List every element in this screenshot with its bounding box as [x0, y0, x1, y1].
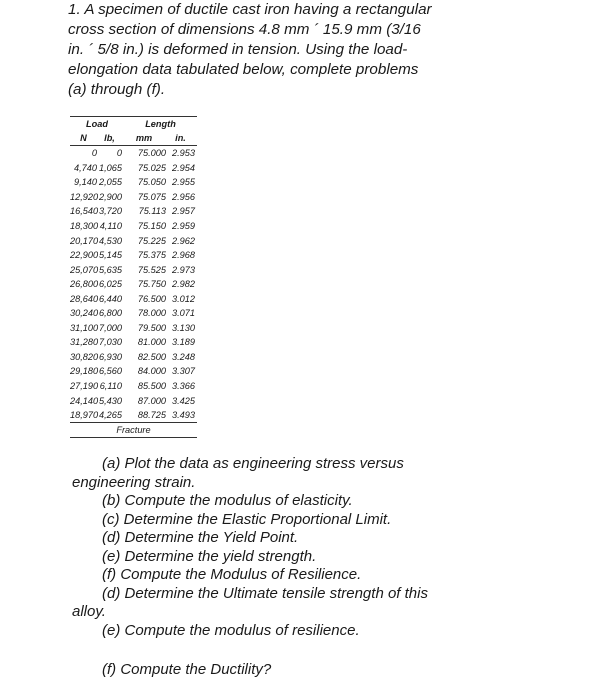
- cell-load-lb: 6,560: [99, 366, 122, 377]
- cell-load-n: 22,900: [70, 250, 99, 261]
- cell-length-in: 2.962: [172, 235, 195, 246]
- table-row: [70, 175, 197, 190]
- cell-length-in: 3.493: [172, 410, 195, 421]
- cell-length-mm: 82.500: [137, 351, 166, 362]
- cell-length-in: 2.956: [172, 191, 195, 202]
- cell-length-mm: 76.500: [137, 293, 166, 304]
- question-e-resilience: (e) Compute the modulus of resilience.: [102, 621, 360, 639]
- problem-line: elongation data tabulated below, complete problems: [68, 61, 419, 78]
- load-length-table: [70, 116, 197, 438]
- cell-load-n: 28,640: [70, 293, 99, 304]
- cell-load-lb: 1,065: [99, 162, 122, 173]
- table-body: [70, 146, 197, 422]
- cell-load-n: 26,800: [70, 279, 99, 290]
- cell-length-in: 3.366: [172, 381, 195, 392]
- problem-line: cross section of dimensions 4.8 mm ´ 15.9 mm (3/16: [68, 21, 421, 38]
- header-load: Load: [86, 119, 108, 129]
- cell-length-mm: 75.000: [137, 148, 166, 159]
- cell-load-n: 0: [91, 148, 97, 159]
- cell-length-in: 2.953: [172, 148, 195, 159]
- cell-load-lb: 4,110: [99, 221, 122, 231]
- table-row: [70, 408, 197, 423]
- cell-load-n: 29,180: [70, 366, 99, 377]
- question-f: (f) Compute the Modulus of Resilience.: [102, 566, 362, 583]
- question-d-ultimate: (d) Determine the Ultimate tensile strength of this: [102, 584, 428, 602]
- table-footer-fracture: Fracture: [116, 425, 151, 436]
- table-row: [70, 335, 197, 350]
- cell-load-lb: 7,000: [99, 322, 122, 333]
- cell-length-in: 3.307: [172, 366, 195, 377]
- table-group-header: [70, 117, 197, 131]
- cell-length-in: 3.425: [172, 395, 195, 406]
- table-row: [70, 393, 197, 408]
- question-f-ductility: (f) Compute the Ductility?: [102, 661, 272, 678]
- table-row: [70, 161, 197, 176]
- cell-length-mm: 81.000: [137, 337, 166, 348]
- cell-load-lb: 6,440: [99, 293, 122, 304]
- cell-load-lb: 4,265: [99, 410, 122, 421]
- cell-load-n: 4,740: [74, 162, 97, 173]
- question-list: [72, 455, 472, 680]
- cell-load-n: 27,190: [70, 381, 99, 392]
- cell-length-in: 3.248: [172, 351, 195, 362]
- cell-length-in: 2.959: [172, 221, 195, 231]
- problem-statement: [68, 0, 468, 100]
- cell-length-mm: 75.113: [138, 206, 166, 217]
- cell-load-lb: 6,110: [99, 381, 122, 392]
- cell-load-lb: 7,030: [99, 337, 122, 348]
- table-row: [70, 219, 197, 234]
- cell-length-mm: 79.500: [137, 322, 166, 333]
- header-unit-lb: lb,: [104, 133, 115, 143]
- cell-length-mm: 75.050: [137, 177, 166, 188]
- question-c: (c) Determine the Elastic Proportional Limit.: [102, 510, 392, 528]
- problem-line: (a) through (f).: [68, 81, 166, 98]
- cell-length-in: 2.957: [172, 206, 195, 217]
- cell-length-in: 2.954: [172, 162, 195, 173]
- table-row: [70, 146, 197, 161]
- cell-length-mm: 88.725: [137, 410, 166, 421]
- cell-load-lb: 4,530: [99, 235, 122, 246]
- table-row: [70, 291, 197, 306]
- cell-load-n: 18,300: [70, 221, 99, 231]
- cell-length-in: 2.955: [172, 177, 195, 188]
- cell-load-n: 18,970: [70, 410, 99, 421]
- cell-load-lb: 2,900: [99, 191, 122, 202]
- table-row: [70, 321, 197, 336]
- problem-line: 1. A specimen of ductile cast iron having a rectangular: [68, 1, 432, 18]
- table-row: [70, 262, 197, 277]
- cell-length-mm: 75.075: [137, 191, 166, 202]
- cell-load-n: 20,170: [70, 235, 99, 246]
- table-row: [70, 277, 197, 292]
- cell-load-n: 12,920: [70, 191, 99, 202]
- cell-load-n: 24,140: [70, 395, 99, 406]
- cell-load-lb: 5,635: [99, 264, 122, 275]
- header-unit-mm: mm: [135, 133, 153, 143]
- cell-length-mm: 87.000: [137, 395, 166, 406]
- table-row: [70, 248, 197, 263]
- cell-load-lb: 6,930: [99, 351, 122, 362]
- cell-length-mm: 75.225: [137, 235, 166, 246]
- cell-load-n: 31,280: [70, 337, 99, 348]
- table-row: [70, 190, 197, 205]
- cell-load-n: 30,240: [70, 308, 99, 319]
- cell-load-n: 16,540: [70, 206, 99, 217]
- table-unit-header: [70, 131, 197, 145]
- cell-length-mm: 84.000: [137, 366, 166, 377]
- problem-line: in. ´ 5/8 in.) is deformed in tension. Using the load-: [68, 41, 408, 58]
- cell-load-lb: 5,145: [99, 250, 122, 261]
- table-end-rule: [70, 437, 197, 438]
- cell-length-in: 3.012: [172, 293, 195, 304]
- question-d-ultimate-cont: alloy.: [72, 603, 106, 620]
- cell-length-in: 3.130: [172, 322, 195, 333]
- cell-length-mm: 75.375: [137, 250, 166, 261]
- cell-load-lb: 2,055: [99, 177, 122, 188]
- cell-load-lb: 6,025: [99, 279, 122, 290]
- header-length: Length: [145, 119, 176, 129]
- cell-length-in: 3.189: [172, 337, 195, 348]
- cell-load-lb: 3,720: [99, 206, 122, 217]
- table-row: [70, 233, 197, 248]
- cell-load-lb: 5,430: [99, 395, 122, 406]
- header-unit-n: N: [80, 133, 87, 143]
- cell-load-n: 31,100: [70, 322, 99, 333]
- question-d: (d) Determine the Yield Point.: [102, 529, 299, 546]
- cell-length-mm: 78.000: [137, 308, 166, 319]
- cell-load-n: 9,140: [74, 177, 97, 188]
- table-row: [70, 379, 197, 394]
- cell-length-mm: 75.025: [137, 162, 166, 173]
- cell-length-mm: 75.525: [137, 264, 166, 275]
- cell-length-in: 2.968: [172, 250, 195, 261]
- table-row: [70, 364, 197, 379]
- cell-load-n: 25,070: [70, 264, 99, 275]
- table-row: [70, 350, 197, 365]
- cell-length-in: 3.071: [172, 308, 195, 319]
- cell-length-mm: 75.150: [137, 221, 166, 231]
- table-row: [70, 204, 197, 219]
- table-row: [70, 306, 197, 321]
- header-unit-in: in.: [175, 133, 186, 143]
- question-a: (a) Plot the data as engineering stress versus: [102, 455, 404, 472]
- cell-load-lb: 6,800: [99, 308, 122, 319]
- cell-length-in: 2.982: [172, 279, 195, 290]
- cell-length-mm: 75.750: [137, 279, 166, 290]
- cell-load-lb: 0: [116, 148, 122, 159]
- question-e: (e) Determine the yield strength.: [102, 547, 317, 565]
- cell-length-mm: 85.500: [137, 381, 166, 392]
- question-b: (b) Compute the modulus of elasticity.: [102, 492, 353, 509]
- cell-length-in: 2.973: [172, 264, 195, 275]
- question-a-cont: engineering strain.: [72, 473, 196, 491]
- cell-load-n: 30,820: [70, 351, 99, 362]
